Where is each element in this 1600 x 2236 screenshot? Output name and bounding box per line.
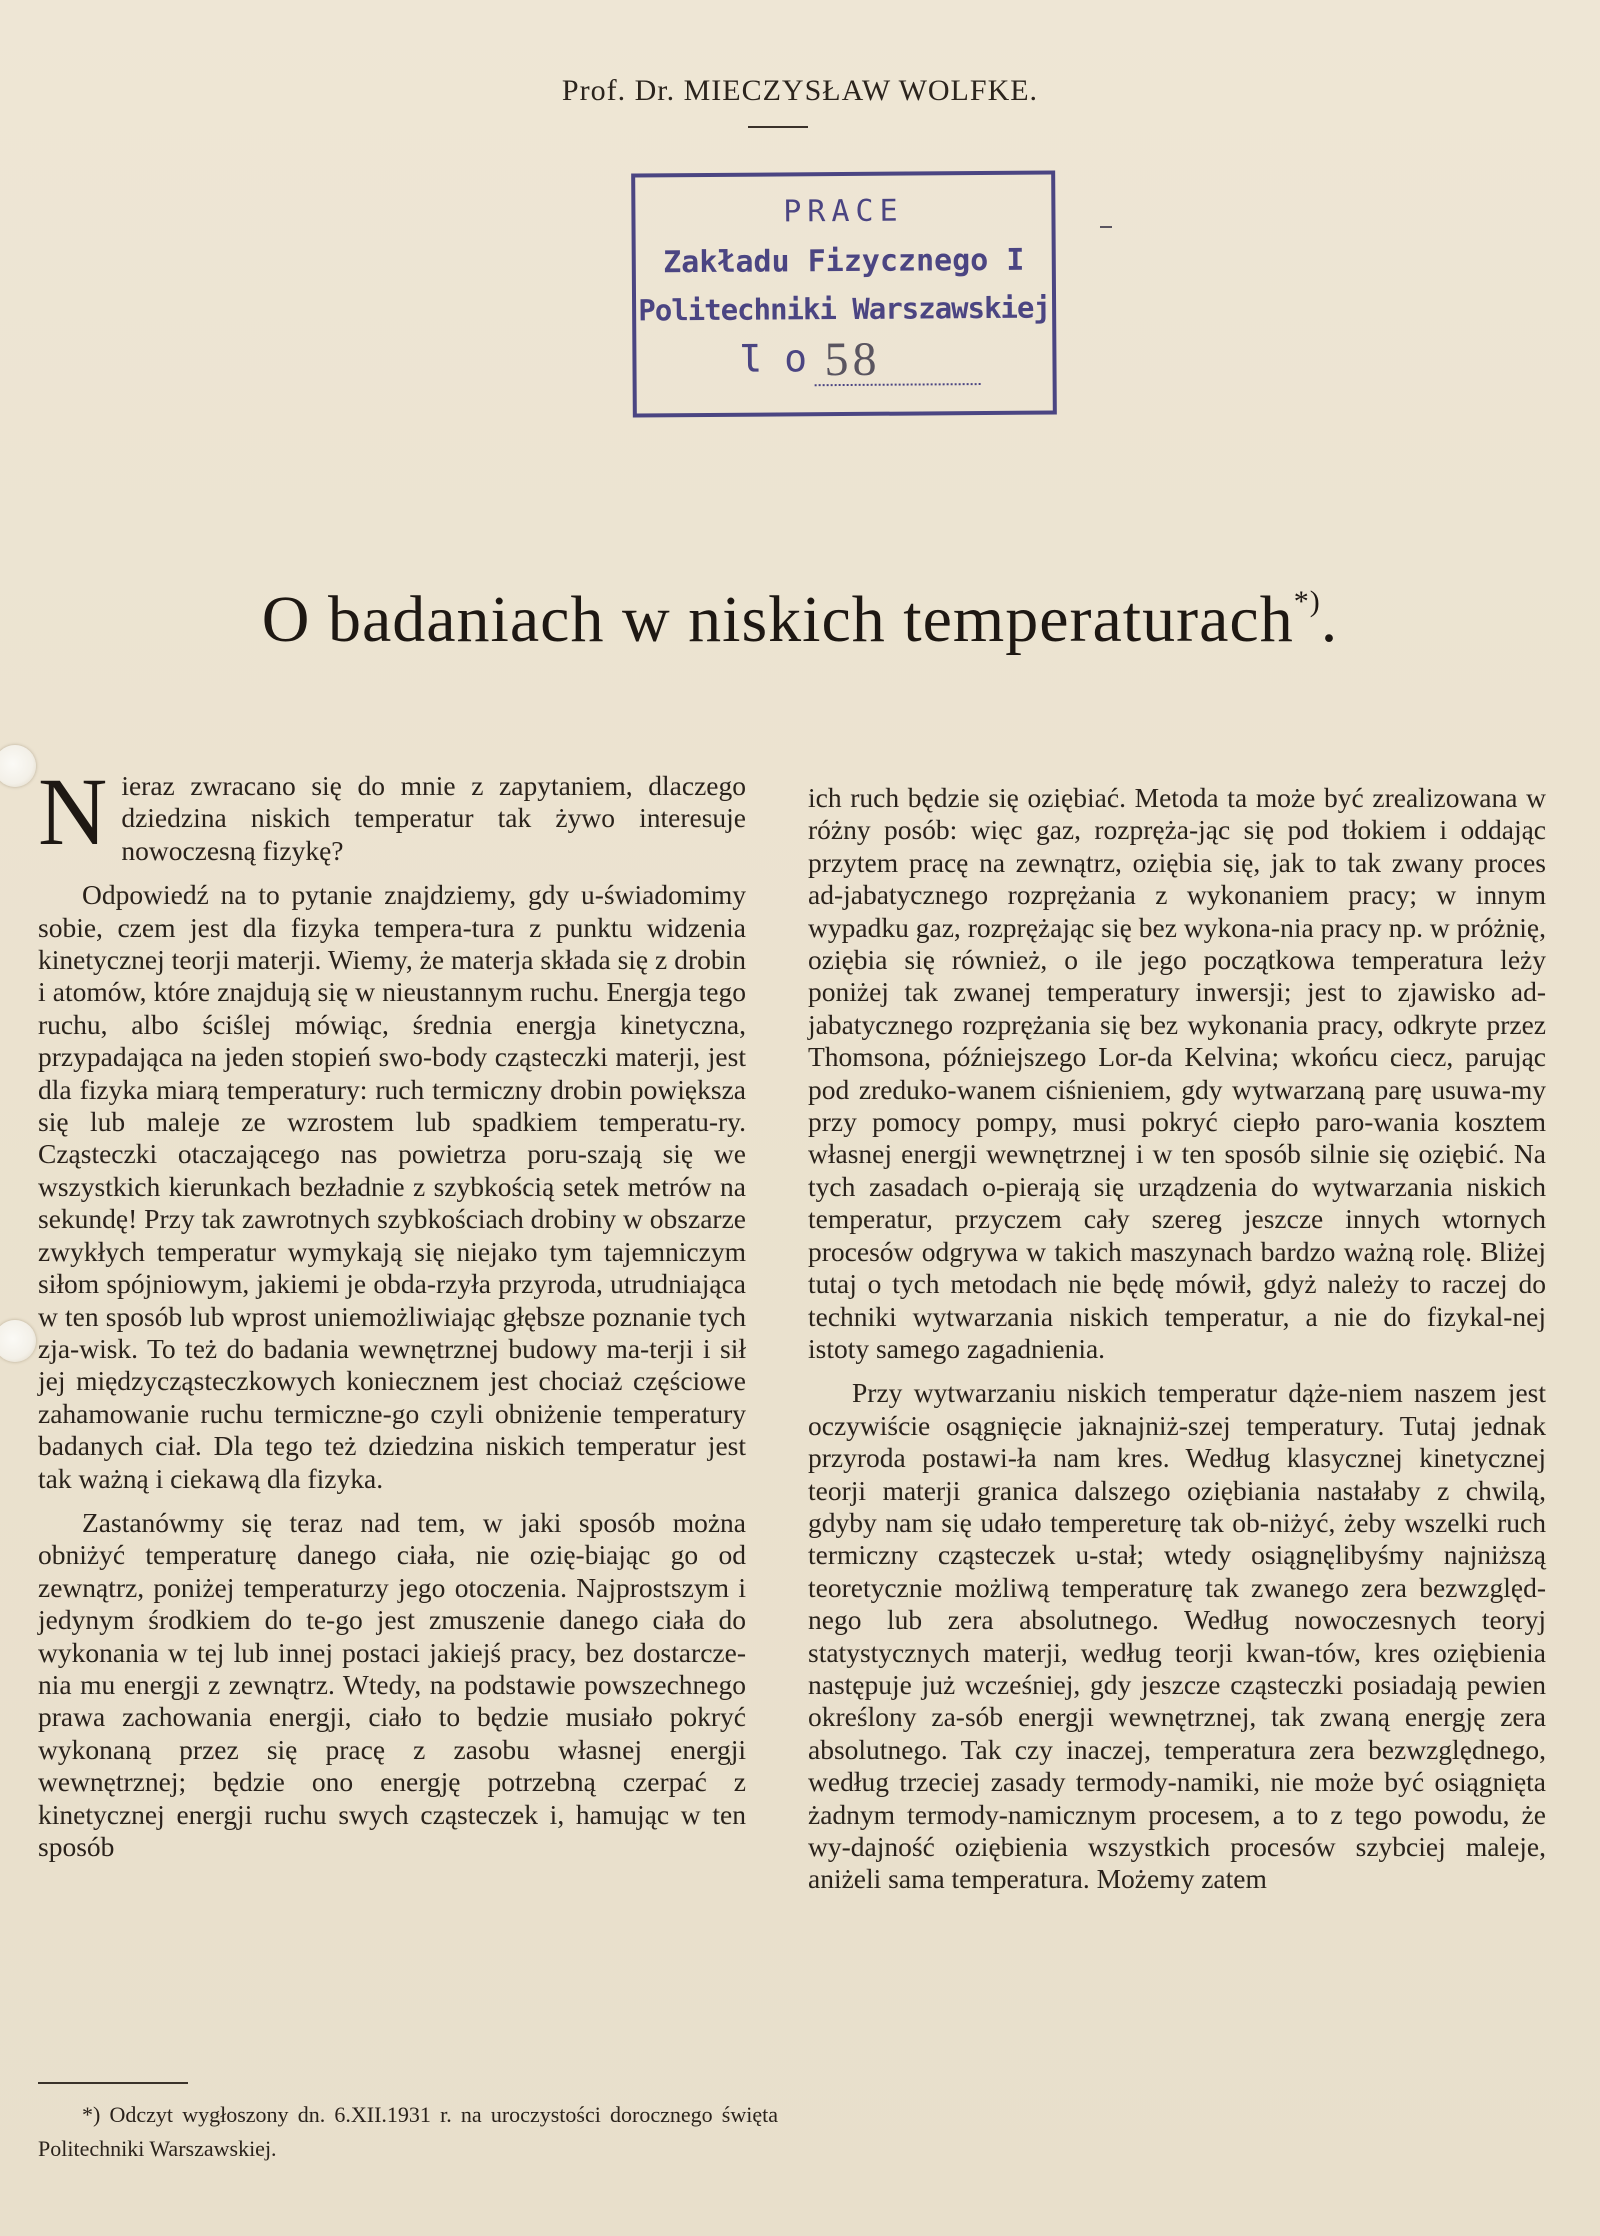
left-column [38, 758, 746, 1863]
stamp-mark [1100, 226, 1112, 228]
drop-cap: N [38, 758, 108, 865]
paragraph: Przy wytwarzaniu niskich temperatur dąże-niem naszem jest oczywiście osągnięcie jaknajniż-szej temperatury. Tutaj jednak przyroda postawi-ła nam kres. Według klasycznej kinetycznej teorji materji granica dalszego oziębiania nastałaby z chwilą, gdyby nam się udało tempereturę tak ob-niżyć, żeby wszelki ruch termiczny cząsteczek u-stał; wtedy osiągnęlibyśmy najniższą teoretycznie możliwą temperaturę tak zwanego zera bezwzględ-nego lub zera absolutnego. Według nowoczesnych teoryj statystycznych materji, według teorji kwan-tów, kres oziębienia następuje już wcześniej, gdy jeszcze cząsteczki posiadają pewien określony za-sób energji wewnętrznej, tak zwaną energję zera absolutnego. Tak czy inaczej, temperatura zera bezwzględnego, według trzeciej zasady termody-namiki, nie może być osiągnięta żadnym termody-namicznym procesem, a to z tego powodu, że wy-dajność oziębienia wszystkich procesów szybciej maleje, aniżeli sama temperatura. Możemy zatem [808, 1377, 1546, 1895]
paragraph: Zastanówmy się teraz nad tem, w jaki sposób można obniżyć temperaturę danego ciała, nie ozię-biając go od zewnątrz, poniżej temperaturzy jego otoczenia. Najprostszym i jedynym środkiem do te-go jest zmuszenie danego ciała do wykonania w tej lub innej postaci jakiejś pracy, bez dostarcze-nia mu energji z zewnątrz. Wtedy, na podstawie powszechnego prawa zachowania energji, ciało to będzie musiało pokryć wykonaną przez się pracę z zasobu własnej energji wewnętrznej; będzie ono energję potrzebną czerpać z kinetycznej energji ruchu swych cząsteczek i, hamując w ten sposób [38, 1506, 746, 1862]
article-title [0, 582, 1600, 658]
punch-hole [0, 745, 36, 787]
title-text: O badaniach w niskich temperaturach [261, 583, 1294, 656]
title-end: . [1320, 583, 1339, 656]
author-divider [748, 126, 808, 128]
stamp-number: 58 [824, 332, 881, 387]
author-line: Prof. Dr. MIECZYSŁAW WOLFKE. [561, 74, 1039, 107]
footnote: *) Odczyt wygłoszony dn. 6.XII.1931 r. na uroczystości dorocznego święta Politechniki Warszawskiej. [38, 2102, 778, 2161]
paragraph [38, 758, 746, 867]
paragraph-text: ieraz zwracano się do mnie z zapytaniem, dlaczego dziedzina niskich temperatur tak żywo interesuje nowoczesną fizykę? [121, 770, 746, 866]
stamp-line-2: Zakładu Fizycznego I [663, 242, 1025, 281]
right-column [808, 782, 1546, 1896]
institution-stamp [631, 171, 1057, 418]
paragraph: ich ruch będzie się oziębiać. Metoda ta może być zrealizowana w różny posób: więc gaz, rozpręża-jąc się pod tłokiem i oddając przytem pracę na zewnątrz, oziębia się, jak to tak zwany proces ad-jabatycznego rozprężania z wykonaniem pracy; w innym wypadku gaz, rozprężając się bez wykona-nia pracy np. w próżnię, oziębia się również, o ile jego początkowa temperatura leży poniżej tak zwanej temperatury inwersji; jest to zjawisko ad-jabatycznego rozprężania się bez wykonania pracy, odkryte przez Thomsona, późniejszego Lor-da Kelvina; wkońcu ciecz, parując pod zreduko-wanem ciśnieniem, gdy wytwarzaną parę usuwa-my przy pomocy pompy, musi pokryć ciepło paro-wania kosztem własnej energji wewnętrznej i w ten sposób silnie się oziębić. Na tych zasadach o-pierają się urządzenia do wytwarzania niskich temperatur, przyczem cały szereg jeszcze innych wtornych procesów odgrywa w takich maszynach bardzo ważną rolę. Bliżej tutaj o tych metodach nie będę mówił, gdyż należy to raczej do techniki wytwarzania niskich temperatur, a nie do fizykal-nej istoty samego zagadnienia. [808, 782, 1546, 1364]
stamp-number-underline [815, 383, 981, 386]
stamp-number-prefix: Ɩ o [738, 336, 808, 381]
stamp-line-1: PRACE [783, 193, 904, 230]
stamp-line-3: Politechniki Warszawskiej [638, 290, 1050, 328]
punch-hole [0, 1320, 36, 1362]
paragraph: Odpowiedź na to pytanie znajdziemy, gdy u-świadomimy sobie, czem jest dla fizyka tempera-tura z punktu widzenia kinetycznej teorji materji. Wiemy, że materja składa się z drobin i atomów, które znajdują się w nieustannym ruchu. Energja tego ruchu, albo ściślej mówiąc, średnia energja kinetyczna, przypadająca na jeden stopień swo-body cząsteczki materji, jest dla fizyka miarą temperatury: ruch termiczny drobin powiększa się lub maleje ze wzrostem lub spadkiem temperatu-ry. Cząsteczki otaczającego nas powietrza poru-szają się we wszystkich kierunkach bezładnie z szybkością setek metrów na sekundę! Przy tak zawrotnych szybkościach drobiny w obszarze zwykłych temperatur wymykają się niejako tym tajemniczym siłom spójniowym, jakiemi je obda-rzyła przyroda, utrudniająca w ten sposób lub wprost uniemożliwiając głębsze poznanie tych zja-wisk. To też do badania wewnętrznej budowy ma-terji i sił jej międzycząsteczkowych koniecznem jest chociaż częściowe zahamowanie ruchu termiczne-go czyli obniżenie temperatury badanych ciał. Dla tego też dziedzina niskich temperatur jest tak ważną i ciekawą dla fizyka. [38, 879, 746, 1494]
footnote-divider [38, 2082, 188, 2084]
title-footnote-mark: *) [1293, 585, 1321, 618]
